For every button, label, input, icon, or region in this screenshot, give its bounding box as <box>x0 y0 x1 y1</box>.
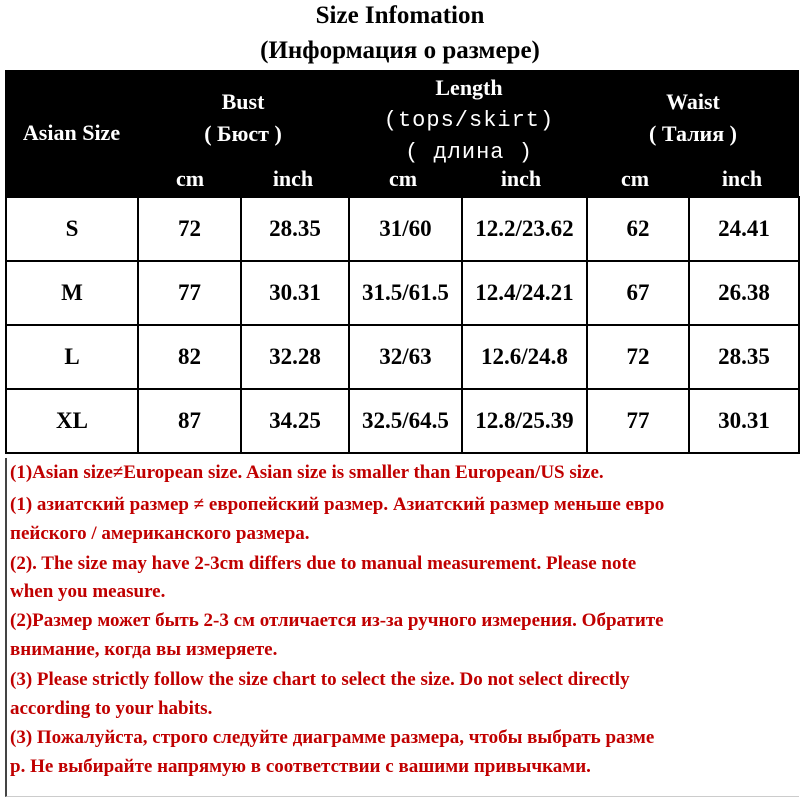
size-table <box>5 196 800 454</box>
header-bust-cm: cm <box>175 166 205 191</box>
header-waist-inch: inch <box>721 166 763 191</box>
length-inch-cell: 12.8/25.39 <box>462 389 587 453</box>
waist-inch-cell: 26.38 <box>689 261 799 325</box>
header-bust: Bust <box>221 89 265 114</box>
bust-cm-cell: 72 <box>138 197 241 261</box>
note-line: внимание, когда вы измеряете. <box>10 639 278 660</box>
header-asian-size: Asian Size <box>22 120 121 145</box>
length-cm-cell: 32/63 <box>349 325 462 389</box>
waist-inch-cell: 28.35 <box>689 325 799 389</box>
bust-inch-cell: 34.25 <box>241 389 349 453</box>
table-row <box>6 389 799 453</box>
header-length: Length <box>435 75 503 100</box>
note-line: (3) Please strictly follow the size chart to select the size. Do not select directly <box>10 669 630 690</box>
table-row <box>6 197 799 261</box>
bust-cm-cell: 87 <box>138 389 241 453</box>
size-cell: M <box>6 261 138 325</box>
header-bust-inch: inch <box>272 166 314 191</box>
note-line: according to your habits. <box>10 698 213 719</box>
note-line: (2). The size may have 2-3cm differs due to manual measurement. Please note <box>10 553 637 574</box>
header-length-cm: cm <box>388 166 418 191</box>
size-notes <box>5 458 799 797</box>
header-waist-ru: ( Талия ) <box>649 121 737 146</box>
note-line: (1)Asian size≠European size. Asian size is smaller than European/US size. <box>10 462 604 483</box>
length-cm-cell: 32.5/64.5 <box>349 389 462 453</box>
table-row <box>6 261 799 325</box>
length-cm-cell: 31/60 <box>349 197 462 261</box>
size-cell: XL <box>6 389 138 453</box>
note-line: р. Не выбирайте напрямую в соответствии с вашими привычками. <box>10 756 591 777</box>
length-inch-cell: 12.2/23.62 <box>462 197 587 261</box>
header-waist-cm: cm <box>620 166 650 191</box>
note-line: (2)Размер может быть 2-3 см отличается из-за ручного измерения. Обратите <box>10 610 664 631</box>
bust-cm-cell: 82 <box>138 325 241 389</box>
waist-cm-cell: 62 <box>587 197 689 261</box>
length-cm-cell: 31.5/61.5 <box>349 261 462 325</box>
bust-inch-cell: 28.35 <box>241 197 349 261</box>
header-waist: Waist <box>666 89 720 114</box>
waist-cm-cell: 67 <box>587 261 689 325</box>
note-line: (3) Пожалуйста, строго следуйте диаграмме размера, чтобы выбрать разме <box>10 727 655 748</box>
table-row <box>6 325 799 389</box>
table-header <box>5 70 799 197</box>
waist-cm-cell: 72 <box>587 325 689 389</box>
waist-inch-cell: 30.31 <box>689 389 799 453</box>
header-length-sub: (tops/skirt) <box>383 108 555 133</box>
note-line: (1) азиатский размер ≠ европейский размер. Азиатский размер меньше евро <box>10 494 665 515</box>
bust-inch-cell: 32.28 <box>241 325 349 389</box>
bust-cm-cell: 77 <box>138 261 241 325</box>
note-line: when you measure. <box>10 581 166 602</box>
waist-cm-cell: 77 <box>587 389 689 453</box>
title-russian: (Информация о размере) <box>260 37 540 64</box>
bust-inch-cell: 30.31 <box>241 261 349 325</box>
header-bust-ru: ( Бюст ) <box>204 121 282 146</box>
title-english: Size Infomation <box>315 2 485 29</box>
waist-inch-cell: 24.41 <box>689 197 799 261</box>
length-inch-cell: 12.4/24.21 <box>462 261 587 325</box>
note-line: пейского / американского размера. <box>10 523 310 544</box>
size-cell: L <box>6 325 138 389</box>
header-length-ru: ( длина ) <box>405 140 533 164</box>
header-length-inch: inch <box>500 166 542 191</box>
size-cell: S <box>6 197 138 261</box>
length-inch-cell: 12.6/24.8 <box>462 325 587 389</box>
